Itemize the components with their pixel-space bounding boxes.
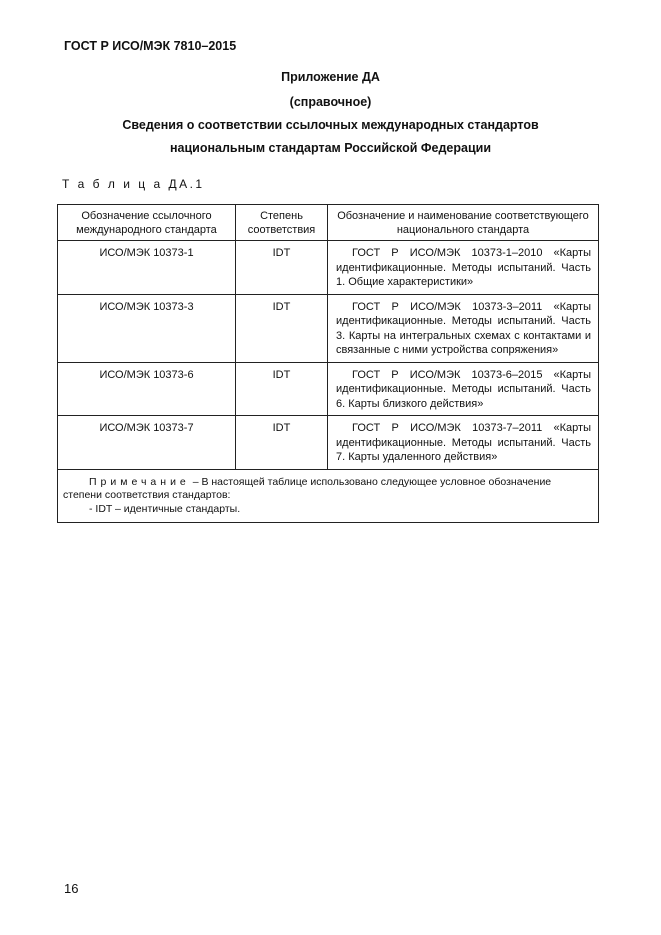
- column-header-national: Обозначение и наименование соответствующего национального стандарта: [328, 205, 599, 241]
- column-header-degree: Степень соответствия: [236, 205, 328, 241]
- table-header-row: [58, 205, 599, 241]
- international-code-cell: ИСО/МЭК 10373-1: [58, 241, 236, 295]
- table-row: [58, 294, 599, 362]
- national-standard-text: ГОСТ Р ИСО/МЭК 10373-6–2015 «Карты идентификационные. Методы испытаний. Часть 6. Карты близкого действия»: [336, 368, 591, 410]
- national-standard-text: ГОСТ Р ИСО/МЭК 10373-3–2011 «Карты идентификационные. Методы испытаний. Часть 3. Карты на интегральных схемах с контактами и связанные с ними устройства сопряжения»: [336, 300, 591, 356]
- page-number: 16: [64, 881, 79, 896]
- table-row: [58, 416, 599, 470]
- degree-cell: IDT: [236, 362, 328, 416]
- national-standard-cell: [328, 294, 599, 362]
- appendix-title: Приложение ДА: [281, 70, 380, 84]
- table-caption: Т а б л и ц а ДА.1: [62, 177, 205, 191]
- appendix-heading-line1: Сведения о соответствии ссылочных международных стандартов: [122, 118, 539, 132]
- international-code-cell: ИСО/МЭК 10373-7: [58, 416, 236, 470]
- table-note: [58, 469, 599, 523]
- national-standard-text: ГОСТ Р ИСО/МЭК 10373-1–2010 «Карты идентификационные. Методы испытаний. Часть 1. Общие характеристики»: [336, 247, 591, 288]
- table-note-row: [58, 469, 599, 523]
- degree-cell: IDT: [236, 294, 328, 362]
- international-code-cell: ИСО/МЭК 10373-6: [58, 362, 236, 416]
- national-standard-text: ГОСТ Р ИСО/МЭК 10373-7–2011 «Карты идентификационные. Методы испытаний. Часть 7. Карты удаленного действия»: [336, 422, 591, 463]
- appendix-heading-line2: национальным стандартам Российской Федерации: [169, 141, 492, 155]
- national-standard-cell: [328, 241, 599, 295]
- note-text: – В настоящей таблице использовано следующее условное обозначение степени соответствия стандартов:: [63, 475, 552, 501]
- degree-cell: IDT: [236, 416, 328, 470]
- international-code-cell: ИСО/МЭК 10373-3: [58, 294, 236, 362]
- table-row: [58, 362, 599, 416]
- degree-cell: IDT: [236, 241, 328, 295]
- document-code: ГОСТ Р ИСО/МЭК 7810–2015: [64, 39, 237, 53]
- appendix-subtitle: (справочное): [289, 95, 372, 109]
- column-header-international: Обозначение ссылочного международного стандарта: [58, 205, 236, 241]
- national-standard-cell: [328, 362, 599, 416]
- note-item: - IDT – идентичные стандарты.: [89, 502, 241, 515]
- national-standard-cell: [328, 416, 599, 470]
- correspondence-table: [57, 204, 599, 523]
- note-label: Примечание: [89, 475, 190, 488]
- table-row: [58, 241, 599, 295]
